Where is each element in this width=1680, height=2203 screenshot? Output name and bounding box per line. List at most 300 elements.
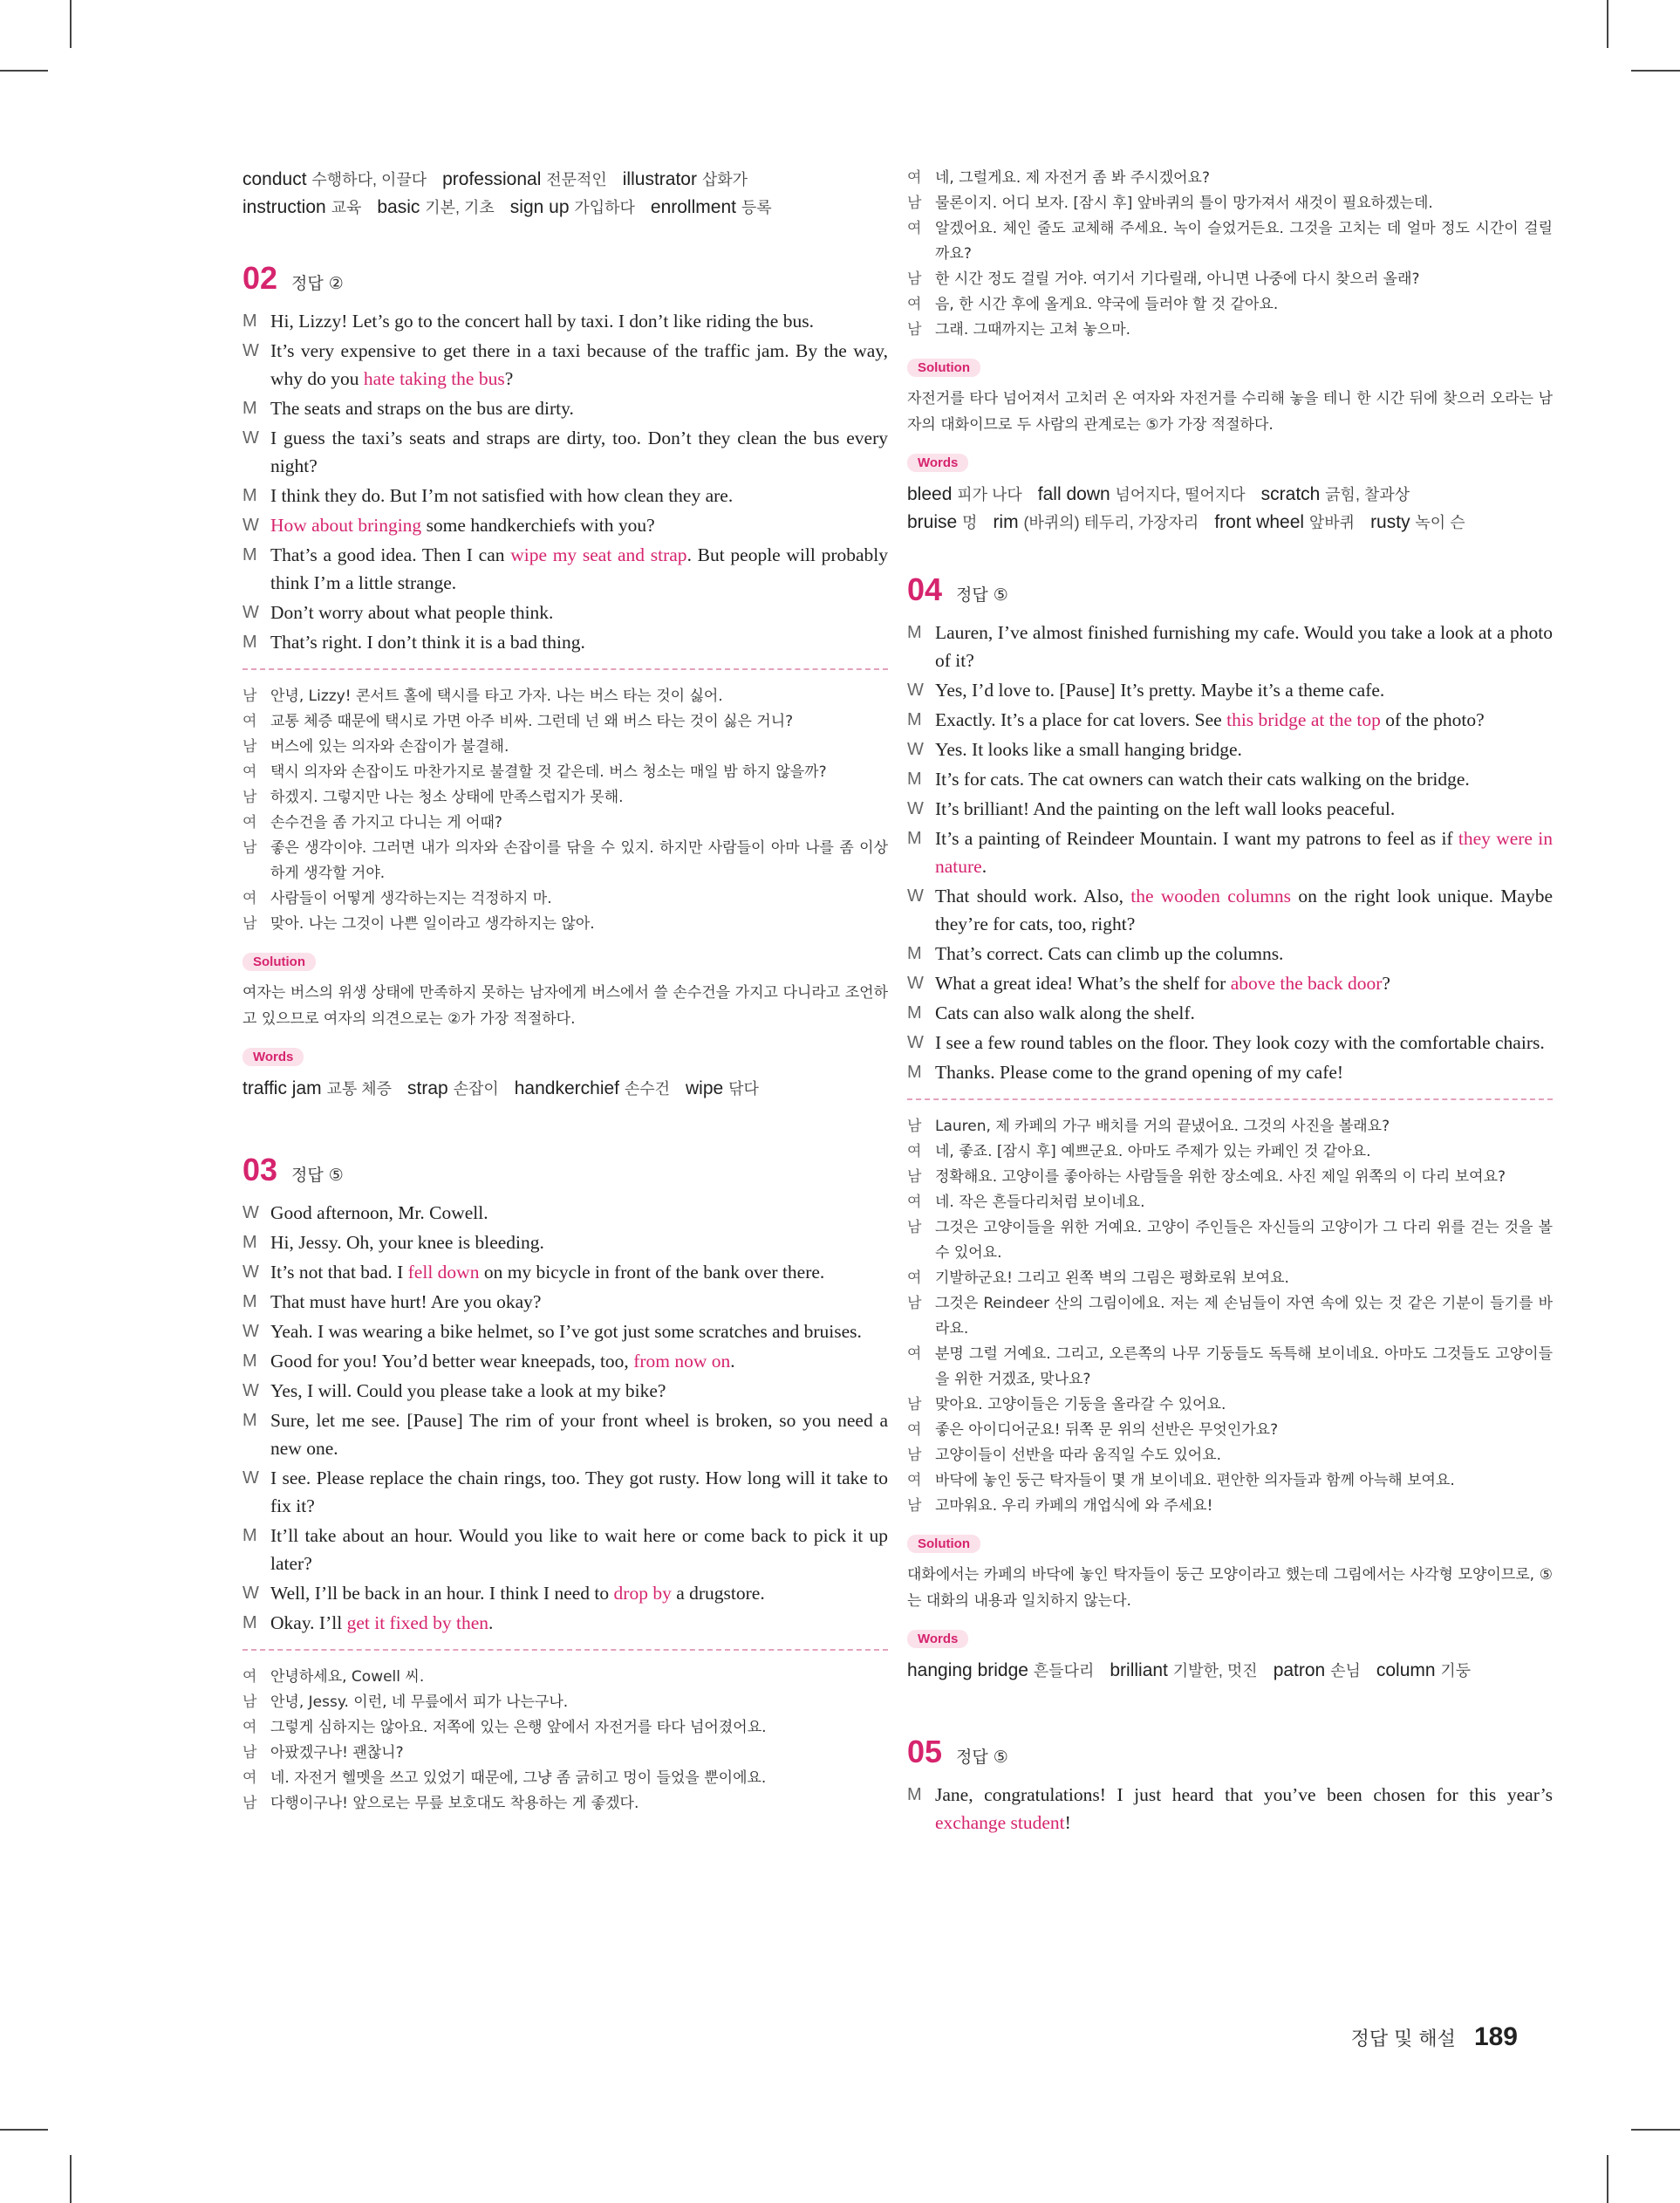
translation-line bbox=[242, 1791, 888, 1816]
dialogue-text bbox=[270, 1288, 888, 1316]
crop-mark bbox=[1631, 2129, 1680, 2131]
dialogue-line bbox=[242, 394, 888, 422]
translation-line bbox=[242, 1766, 888, 1791]
translation-line bbox=[907, 1139, 1553, 1165]
vocab-term: patron bbox=[1273, 1660, 1326, 1680]
speaker-label: 여 bbox=[907, 1421, 922, 1439]
vocab-term: professional bbox=[442, 169, 542, 189]
crop-mark bbox=[70, 0, 72, 48]
vocab-meaning: 녹이 슨 bbox=[1415, 514, 1465, 531]
translation-line bbox=[242, 785, 888, 811]
vocab-row bbox=[242, 166, 888, 194]
translation-text: 바닥에 놓인 둥근 탁자들이 몇 개 보이네요. 편안한 의자들과 함께 아늑해 보여요. bbox=[935, 1472, 1455, 1489]
translation-text: 맞아요. 고양이들은 기둥을 올라갈 수 있어요. bbox=[935, 1396, 1226, 1413]
dialogue-line bbox=[907, 1781, 1553, 1837]
translation-text: 손수건을 좀 가지고 다니는 게 어때? bbox=[270, 814, 502, 831]
dialogue-text bbox=[935, 1058, 1553, 1086]
vocab-meaning: 수행하다, 이끌다 bbox=[311, 171, 427, 188]
dialogue-segment: Yes, I’d love to. [Pause] It’s pretty. Maybe it’s a theme cafe. bbox=[935, 680, 1385, 701]
dialogue-text bbox=[270, 337, 888, 393]
question-number: 02 bbox=[242, 260, 278, 296]
speaker-label: 남 bbox=[907, 195, 922, 212]
vocab-term: instruction bbox=[242, 197, 326, 217]
dialogue-segment: Exactly. It’s a place for cat lovers. See bbox=[935, 709, 1227, 730]
translation-line bbox=[907, 1291, 1553, 1342]
dialogue-line bbox=[907, 735, 1553, 763]
vocab-term: conduct bbox=[242, 169, 307, 189]
speaker-label: W bbox=[242, 1322, 259, 1341]
dialogue-text bbox=[935, 882, 1553, 938]
vocab-meaning: 피가 나다 bbox=[957, 486, 1022, 503]
speaker-label: W bbox=[907, 681, 924, 700]
vocab-term: basic bbox=[377, 197, 420, 217]
dialogue-line bbox=[242, 1317, 888, 1345]
answer-label: 정답 ⑤ bbox=[291, 1166, 344, 1185]
speaker-label: W bbox=[242, 341, 259, 360]
speaker-label: 남 bbox=[907, 1447, 922, 1464]
speaker-label: M bbox=[907, 1003, 922, 1023]
dialogue-line bbox=[907, 706, 1553, 734]
highlight-phrase: drop by bbox=[613, 1583, 672, 1604]
translation-line bbox=[907, 191, 1553, 216]
speaker-label: 여 bbox=[907, 296, 922, 313]
vocab-meaning: 긁힘, 찰과상 bbox=[1325, 486, 1410, 503]
dialogue-line bbox=[242, 599, 888, 626]
highlight-phrase: this bridge at the top bbox=[1226, 709, 1381, 730]
question-number: 04 bbox=[907, 571, 943, 607]
translation-line bbox=[242, 1715, 888, 1741]
question-header bbox=[907, 571, 1553, 608]
vocab-term: column bbox=[1376, 1660, 1436, 1680]
vocab-item bbox=[242, 197, 361, 217]
vocab-term: scratch bbox=[1260, 484, 1321, 504]
vocab-meaning: 손님 bbox=[1330, 1662, 1361, 1680]
vocab-row bbox=[242, 194, 888, 222]
solution-badge: Solution bbox=[907, 359, 980, 377]
speaker-label: 여 bbox=[907, 169, 922, 187]
vocab-row bbox=[907, 509, 1553, 537]
vocab-item bbox=[1370, 512, 1465, 532]
dialogue-text bbox=[935, 1029, 1553, 1057]
speaker-label: 여 bbox=[242, 1769, 257, 1787]
translation-text: 좋은 생각이야. 그러면 내가 의자와 손잡이를 닦을 수 있지. 하지만 사람들이 아마 나를 좀 이상하게 생각할 거야. bbox=[270, 839, 888, 882]
translation-line bbox=[907, 1494, 1553, 1519]
vocab-meaning: (바퀴의) 테두리, 가장자리 bbox=[1023, 514, 1199, 531]
question-q03 bbox=[242, 1152, 888, 1816]
vocab-term: rim bbox=[993, 512, 1019, 532]
dialogue-text bbox=[270, 1579, 888, 1607]
dialogue-text bbox=[935, 1781, 1553, 1837]
vocab-item bbox=[623, 169, 748, 189]
solution-text: 자전거를 타다 넘어져서 고치러 온 여자와 자전거를 수리해 놓을 테니 한 시간 뒤에 찾으러 오라는 남자의 대화이므로 두 사람의 관계로는 ⑤가 가장 적절하다. bbox=[907, 390, 1553, 434]
dialogue-segment: It’s not that bad. I bbox=[270, 1262, 408, 1283]
dialogue-segment: . bbox=[730, 1351, 735, 1372]
speaker-label: 남 bbox=[242, 839, 257, 857]
vocab-term: illustrator bbox=[622, 169, 697, 189]
speaker-label: M bbox=[907, 829, 922, 848]
vocab-item bbox=[993, 512, 1199, 532]
highlight-phrase: the wooden columns bbox=[1130, 886, 1292, 907]
dialogue-line bbox=[242, 1228, 888, 1256]
translation-line bbox=[907, 292, 1553, 318]
speaker-label: 여 bbox=[907, 1269, 922, 1287]
speaker-label: 남 bbox=[907, 270, 922, 288]
dialogue-segment: . bbox=[488, 1612, 494, 1633]
translation-text: 네, 그럴게요. 제 자전거 좀 봐 주시겠어요? bbox=[935, 169, 1211, 187]
translation-line bbox=[242, 836, 888, 886]
dialogue-line bbox=[907, 619, 1553, 674]
translation-line bbox=[242, 811, 888, 836]
vocab-meaning: 교육 bbox=[331, 199, 362, 216]
vocab-meaning: 전문적인 bbox=[546, 171, 607, 188]
translation-line bbox=[907, 1190, 1553, 1215]
dialogue-segment: It’ll take about an hour. Would you like to wait here or come back to pick it up later? bbox=[270, 1525, 888, 1574]
vocab-section bbox=[242, 166, 888, 222]
crop-mark bbox=[70, 2155, 72, 2203]
speaker-label: W bbox=[242, 1262, 259, 1282]
speaker-label: W bbox=[907, 1033, 924, 1052]
speaker-label: M bbox=[242, 1411, 257, 1430]
translation-text: 택시 의자와 손잡이도 마찬가지로 불결할 것 같은데. 버스 청소는 매일 밤 하지 않을까? bbox=[270, 763, 827, 781]
dialogue-text bbox=[270, 394, 888, 422]
translation-line bbox=[907, 1418, 1553, 1443]
translation-text: 기발하군요! 그리고 왼쪽 벽의 그림은 평화로워 보여요. bbox=[935, 1269, 1289, 1287]
crop-mark bbox=[1631, 70, 1680, 72]
translation-line bbox=[907, 1443, 1553, 1468]
translation-line bbox=[907, 216, 1553, 267]
translation-text: 알겠어요. 체인 줄도 교체해 주세요. 녹이 슬었거든요. 그것을 고치는 데 얼마 정도 시간이 걸릴까요? bbox=[935, 220, 1553, 263]
speaker-label: 남 bbox=[907, 1396, 922, 1413]
speaker-label: 남 bbox=[907, 1168, 922, 1186]
translation-line bbox=[242, 1690, 888, 1715]
speaker-label: 여 bbox=[907, 1143, 922, 1160]
translation-line bbox=[242, 760, 888, 785]
vocab-item bbox=[510, 197, 635, 217]
dialogue-text bbox=[935, 940, 1553, 968]
crop-mark bbox=[0, 70, 48, 72]
speaker-label: M bbox=[242, 1292, 257, 1311]
vocab-term: brilliant bbox=[1110, 1660, 1168, 1680]
dialogue-segment: Cats can also walk along the shelf. bbox=[935, 1002, 1195, 1023]
vocab-list bbox=[907, 481, 1553, 537]
dialogue-segment: I think they do. But I’m not satisfied with how clean they are. bbox=[270, 485, 734, 506]
dialogue-text bbox=[270, 599, 888, 626]
vocab-term: bleed bbox=[907, 484, 953, 504]
vocab-meaning: 흔들다리 bbox=[1033, 1662, 1095, 1680]
vocab-item bbox=[1214, 512, 1355, 532]
vocab-item bbox=[907, 484, 1022, 504]
dialogue-text bbox=[270, 511, 888, 539]
page-footer bbox=[1308, 2022, 1518, 2052]
dialogue-segment: It’s a painting of Reindeer Mountain. I want my patrons to feel as if bbox=[935, 828, 1458, 849]
dialogue-segment: I guess the taxi’s seats and straps are dirty, too. Don’t they clean the bus every night? bbox=[270, 428, 888, 476]
vocab-list bbox=[242, 166, 888, 222]
vocab-meaning: 기둥 bbox=[1440, 1662, 1472, 1680]
vocab-list bbox=[242, 1075, 888, 1103]
solution-badge: Solution bbox=[242, 953, 316, 971]
translation-text: 고마워요. 우리 카페의 개업식에 와 주세요! bbox=[935, 1497, 1213, 1515]
right-column bbox=[907, 166, 1553, 1838]
dialogue-segment: It’s very expensive to get there in a taxi because of the traffic jam. By the way, why do you bbox=[270, 340, 888, 389]
speaker-label: W bbox=[242, 1381, 259, 1400]
speaker-label: M bbox=[242, 399, 257, 418]
speaker-label: 여 bbox=[242, 890, 257, 907]
translation-text: 그렇게 심하지는 않아요. 저쪽에 있는 은행 앞에서 자전거를 타다 넘어졌어요. bbox=[270, 1719, 767, 1736]
vocab-meaning: 넘어지다, 떨어지다 bbox=[1115, 486, 1246, 503]
dialogue-text bbox=[935, 706, 1553, 734]
dialogue-segment: Good afternoon, Mr. Cowell. bbox=[270, 1202, 488, 1223]
dialogue-segment: Okay. I’ll bbox=[270, 1612, 347, 1633]
solution-badge: Solution bbox=[907, 1535, 980, 1553]
speaker-label: 남 bbox=[907, 321, 922, 339]
translation-text: 한 시간 정도 걸릴 거야. 여기서 기다릴래, 아니면 나중에 다시 찾으러 올래? bbox=[935, 270, 1420, 288]
speaker-label: M bbox=[907, 770, 922, 789]
dialogue-text bbox=[935, 969, 1553, 997]
dialogue-segment: Don’t worry about what people think. bbox=[270, 602, 554, 623]
question-q04 bbox=[907, 571, 1553, 1685]
answer-label: 정답 ⑤ bbox=[956, 1748, 1008, 1767]
dialogue-text bbox=[270, 1464, 888, 1520]
translation-text: 고양이들이 선반을 따라 움직일 수도 있어요. bbox=[935, 1447, 1222, 1464]
vocab-meaning: 손잡이 bbox=[453, 1080, 499, 1098]
translation-line bbox=[242, 912, 888, 937]
dialogue-segment: . bbox=[981, 856, 987, 877]
vocab-meaning: 가입하다 bbox=[574, 199, 635, 216]
highlight-phrase: How about bringing bbox=[270, 515, 422, 536]
highlight-phrase: above the back door bbox=[1230, 973, 1383, 994]
dialogue-segment: ? bbox=[1382, 973, 1390, 994]
dialogue-segment: I see a few round tables on the floor. They look cozy with the comfortable chairs. bbox=[935, 1032, 1545, 1053]
question-header bbox=[242, 1152, 888, 1188]
dialogue-line bbox=[242, 541, 888, 597]
speaker-label: W bbox=[242, 1468, 259, 1488]
translation-text: 네, 좋죠. [잠시 후] 예쁘군요. 아마도 주제가 있는 카페인 것 같아요. bbox=[935, 1143, 1371, 1160]
vocab-meaning: 멍 bbox=[962, 514, 978, 531]
dialogue-line bbox=[242, 1377, 888, 1405]
translation-text: 좋은 아이디어군요! 뒤쪽 문 위의 선반은 무엇인가요? bbox=[935, 1421, 1279, 1439]
translation-text: 네. 작은 흔들다리처럼 보이네요. bbox=[935, 1194, 1145, 1211]
vocab-item bbox=[407, 1078, 499, 1098]
dialogue-segment: a drugstore. bbox=[671, 1583, 765, 1604]
dialogue-segment: It’s for cats. The cat owners can watch their cats walking on the bridge. bbox=[935, 769, 1470, 790]
speaker-label: 남 bbox=[242, 789, 257, 806]
dialogue-line bbox=[242, 1579, 888, 1607]
speaker-label: 남 bbox=[907, 1118, 922, 1135]
dialogue-line bbox=[242, 1199, 888, 1227]
translation-line bbox=[242, 1665, 888, 1690]
vocab-meaning: 기본, 기초 bbox=[425, 199, 495, 216]
highlight-phrase: fell down bbox=[407, 1262, 480, 1283]
dialogue-text bbox=[270, 628, 888, 656]
vocab-item bbox=[1110, 1660, 1257, 1680]
speaker-label: 남 bbox=[242, 1744, 257, 1762]
translation-text: 아팠겠구나! 괜찮니? bbox=[270, 1744, 404, 1762]
dialogue-segment: on my bicycle in front of the bank over there. bbox=[479, 1262, 825, 1283]
translation-line bbox=[907, 318, 1553, 343]
dialogue-line bbox=[907, 999, 1553, 1027]
speaker-label: M bbox=[242, 311, 257, 331]
dialogue-text bbox=[270, 1522, 888, 1577]
vocab-meaning: 교통 체증 bbox=[326, 1080, 393, 1098]
vocab-item bbox=[1038, 484, 1246, 504]
question-header bbox=[242, 260, 888, 297]
speaker-label: W bbox=[907, 740, 924, 759]
speaker-label: 여 bbox=[242, 1719, 257, 1736]
dialogue-segment: That’s a good idea. Then I can bbox=[270, 544, 511, 565]
speaker-label: 여 bbox=[242, 1668, 257, 1686]
translation-text: 안녕, Jessy. 이런, 네 무릎에서 피가 나는구나. bbox=[270, 1693, 569, 1711]
speaker-label: 여 bbox=[242, 763, 257, 781]
speaker-label: 남 bbox=[242, 1795, 257, 1812]
dialogue-text bbox=[270, 1347, 888, 1375]
vocab-term: wipe bbox=[686, 1078, 724, 1098]
dialogue-segment: ! bbox=[1064, 1812, 1071, 1833]
vocab-term: hanging bridge bbox=[907, 1660, 1028, 1680]
dialogue-text bbox=[935, 999, 1553, 1027]
highlight-phrase: wipe my seat and strap bbox=[510, 544, 687, 565]
highlight-phrase: they were in nature bbox=[935, 828, 1553, 877]
dialogue-segment: Well, I’ll be back in an hour. I think I need to bbox=[270, 1583, 614, 1604]
vocab-meaning: 앞바퀴 bbox=[1308, 514, 1356, 531]
speaker-label: 남 bbox=[242, 688, 257, 705]
dialogue-segment: Good for you! You’d better wear kneepads, too, bbox=[270, 1351, 634, 1372]
highlight-phrase: from now on bbox=[633, 1351, 731, 1372]
dialogue-segment: Hi, Jessy. Oh, your knee is bleeding. bbox=[270, 1232, 544, 1253]
vocab-item bbox=[1376, 1660, 1471, 1680]
dialogue-line bbox=[242, 424, 888, 480]
speaker-label: M bbox=[242, 1351, 257, 1371]
highlight-phrase: hate taking the bus bbox=[363, 368, 505, 389]
dialogue-line bbox=[242, 1609, 888, 1637]
vocab-term: traffic jam bbox=[242, 1078, 322, 1098]
vocab-term: sign up bbox=[509, 197, 570, 217]
dialogue-line bbox=[242, 511, 888, 539]
dialogue-text bbox=[935, 735, 1553, 763]
vocab-item bbox=[377, 197, 494, 217]
speaker-label: M bbox=[907, 1063, 922, 1082]
dialogue-line bbox=[242, 1464, 888, 1520]
translation-text: 그것은 Reindeer 산의 그림이에요. 저는 제 손님들이 자연 속에 있는 것 같은 기분이 들기를 바라요. bbox=[935, 1295, 1553, 1338]
dialogue-text bbox=[935, 676, 1553, 704]
dialogue-segment: That’s correct. Cats can climb up the columns. bbox=[935, 943, 1284, 964]
speaker-label: 여 bbox=[907, 1345, 922, 1363]
crop-mark bbox=[1607, 0, 1608, 48]
dialogue-text bbox=[270, 307, 888, 335]
dialogue-text bbox=[270, 424, 888, 480]
dashed-divider bbox=[907, 1098, 1553, 1100]
vocab-item bbox=[651, 197, 772, 217]
dialogue-text bbox=[270, 1406, 888, 1462]
speaker-label: 여 bbox=[907, 1194, 922, 1211]
translation-line bbox=[242, 709, 888, 735]
question-header bbox=[907, 1734, 1553, 1770]
translation-text: 음, 한 시간 후에 올게요. 약국에 들러야 할 것 같아요. bbox=[935, 296, 1279, 313]
question-number: 05 bbox=[907, 1734, 943, 1769]
question-q02 bbox=[242, 260, 888, 1103]
dialogue-segment: of the photo? bbox=[1380, 709, 1485, 730]
dialogue-segment: ? bbox=[504, 368, 514, 389]
vocab-term: strap bbox=[407, 1078, 448, 1098]
dialogue-segment: The seats and straps on the bus are dirty. bbox=[270, 398, 574, 419]
vocab-item bbox=[515, 1078, 670, 1098]
dialogue-line bbox=[242, 337, 888, 393]
dialogue-line bbox=[907, 765, 1553, 793]
speaker-label: W bbox=[242, 516, 259, 535]
crop-mark bbox=[1607, 2155, 1608, 2203]
speaker-label: M bbox=[242, 633, 257, 652]
vocab-meaning: 손수건 bbox=[624, 1080, 671, 1098]
solution-text: 여자는 버스의 위생 상태에 만족하지 못하는 남자에게 버스에서 쓸 손수건을 가지고 다니라고 조언하고 있으므로 여자의 의견으로는 ②가 가장 적절하다. bbox=[242, 984, 888, 1028]
speaker-label: M bbox=[242, 1613, 257, 1632]
dialogue-text bbox=[270, 1199, 888, 1227]
dialogue-text bbox=[935, 824, 1553, 880]
words-badge: Words bbox=[907, 454, 968, 472]
speaker-label: M bbox=[907, 623, 922, 642]
translation-text: 그래. 그때까지는 고쳐 놓으마. bbox=[935, 321, 1131, 339]
dialogue-segment: . But people will probably think I’m a little strange. bbox=[270, 544, 889, 593]
translation-line bbox=[907, 1266, 1553, 1291]
question-q03-continued bbox=[907, 166, 1553, 537]
speaker-label: W bbox=[907, 974, 924, 993]
vocab-item bbox=[442, 169, 607, 189]
translation-line bbox=[907, 166, 1553, 191]
translation-text: 버스에 있는 의자와 손잡이가 불결해. bbox=[270, 738, 509, 756]
vocab-term: enrollment bbox=[650, 197, 736, 217]
speaker-label: M bbox=[242, 545, 257, 564]
dialogue-text bbox=[270, 482, 888, 510]
dialogue-segment: Sure, let me see. [Pause] The rim of your front wheel is broken, so you need a new one. bbox=[270, 1410, 888, 1459]
translation-line bbox=[907, 1215, 1553, 1266]
answer-label: 정답 ⑤ bbox=[956, 585, 1008, 605]
speaker-label: W bbox=[907, 886, 924, 906]
speaker-label: M bbox=[242, 1526, 257, 1545]
speaker-label: M bbox=[907, 944, 922, 963]
vocab-term: handkerchief bbox=[514, 1078, 619, 1098]
dialogue-text bbox=[270, 1258, 888, 1286]
vocab-item bbox=[907, 1660, 1094, 1680]
question-q05 bbox=[907, 1734, 1553, 1837]
dialogue-line bbox=[242, 1522, 888, 1577]
vocab-term: bruise bbox=[907, 512, 958, 532]
vocab-row bbox=[907, 1657, 1553, 1685]
vocab-meaning: 닦다 bbox=[728, 1080, 759, 1098]
speaker-label: 여 bbox=[242, 814, 257, 831]
dialogue-segment: Yes, I will. Could you please take a look at my bike? bbox=[270, 1380, 666, 1401]
speaker-label: 여 bbox=[242, 713, 257, 730]
translation-line bbox=[907, 1114, 1553, 1139]
vocab-meaning: 기발한, 멋진 bbox=[1172, 1662, 1258, 1680]
speaker-label: M bbox=[242, 486, 257, 505]
translation-text: 사람들이 어떻게 생각하는지는 걱정하지 마. bbox=[270, 890, 552, 907]
translation-text: 네. 자전거 헬멧을 쓰고 있었기 때문에, 그냥 좀 긁히고 멍이 들었을 뿐이에요. bbox=[270, 1769, 767, 1787]
speaker-label: 남 bbox=[242, 1693, 257, 1711]
translation-text: 정확해요. 고양이를 좋아하는 사람들을 위한 장소예요. 사진 제일 위쪽의 이 다리 보여요? bbox=[935, 1168, 1506, 1186]
dialogue-text bbox=[270, 541, 888, 597]
vocab-term: rusty bbox=[1370, 512, 1410, 532]
speaker-label: 남 bbox=[242, 915, 257, 933]
dialogue-text bbox=[270, 1317, 888, 1345]
dialogue-line bbox=[242, 628, 888, 656]
speaker-label: W bbox=[907, 799, 924, 818]
answer-label: 정답 ② bbox=[291, 274, 344, 293]
vocab-term: front wheel bbox=[1214, 512, 1305, 532]
speaker-label: W bbox=[242, 603, 259, 622]
vocab-row bbox=[907, 481, 1553, 509]
vocab-term: fall down bbox=[1037, 484, 1110, 504]
dialogue-segment: That must have hurt! Are you okay? bbox=[270, 1291, 542, 1312]
translation-line bbox=[242, 1741, 888, 1766]
crop-mark bbox=[0, 2129, 48, 2131]
